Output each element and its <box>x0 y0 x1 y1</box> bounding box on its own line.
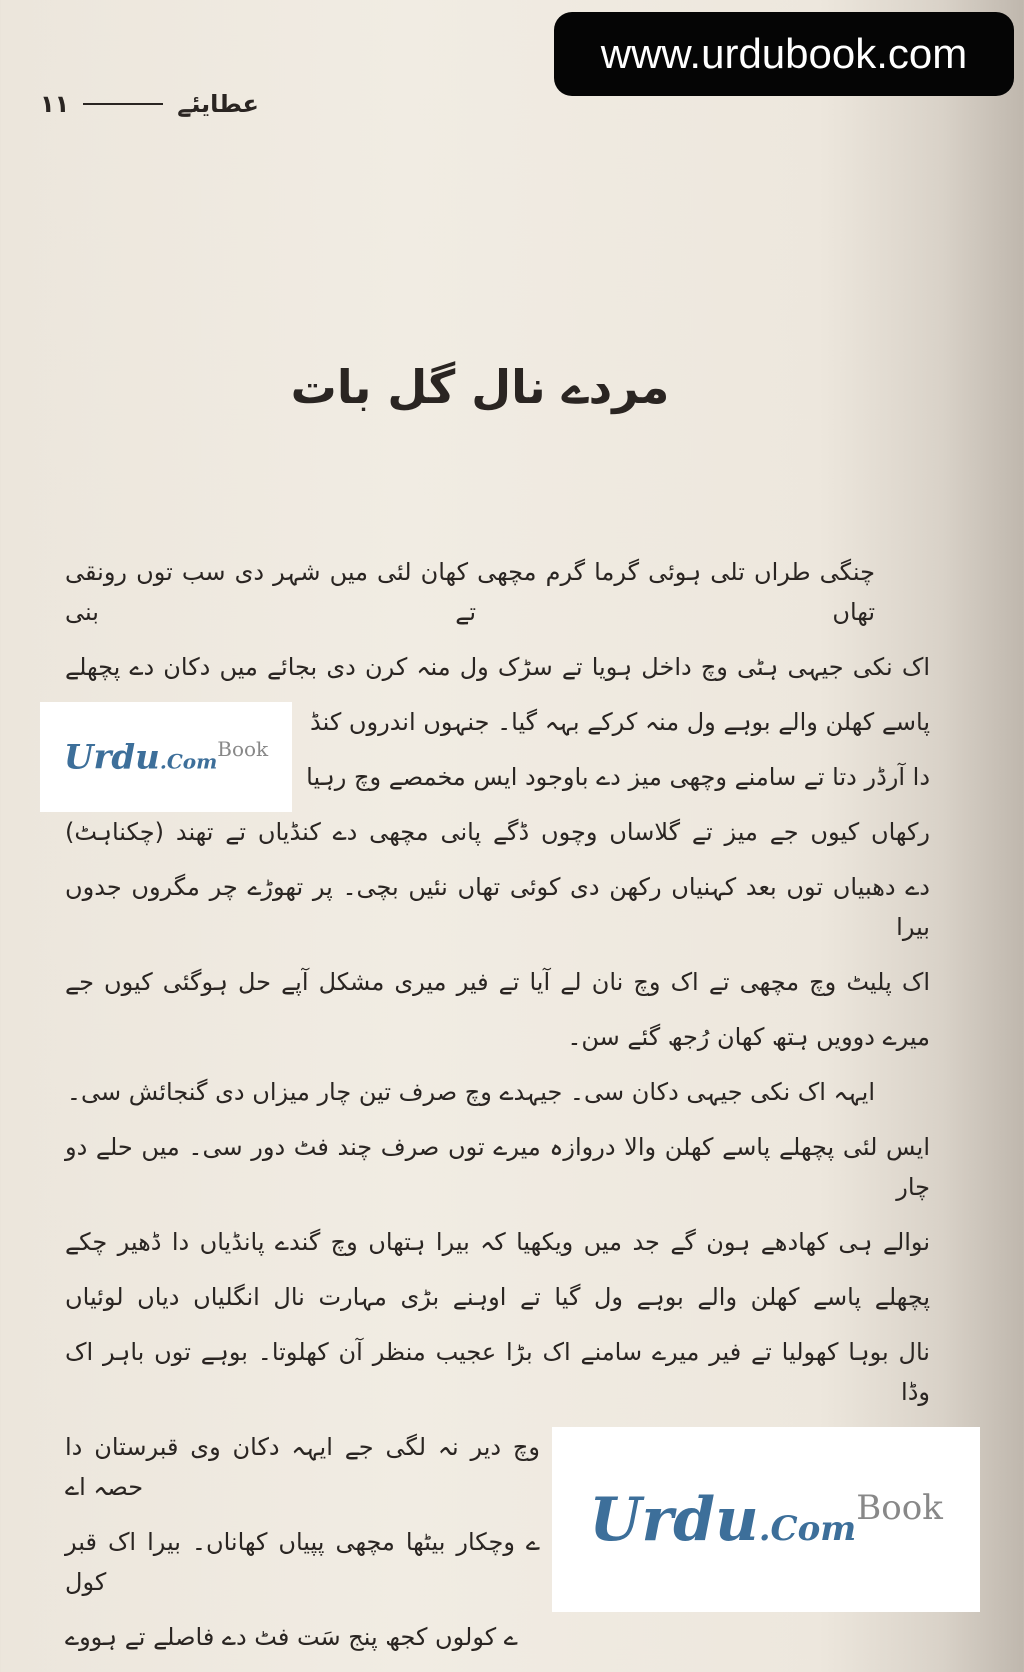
text-line: پچھلے پاسے کھلن والے بوہے ول گیا تے اوہنے بڑی مہارت نال انگلیاں دیاں لوئیاں <box>65 1283 930 1311</box>
text-line: اک نکی جیہی ہٹی وچ داخل ہویا تے سڑک ول منہ کرن دی بجائے میں دکان دے پچھلے <box>65 653 930 681</box>
text-line: نوالے ہی کھادھے ہون گے جد میں ویکھیا کہ بیرا ہتھاں وچ گندے پانڈیاں دا ڈھیر چکے <box>65 1228 930 1256</box>
page-number: ۱۱ <box>40 90 70 118</box>
page-header <box>40 90 300 118</box>
watermark-logo <box>552 1427 980 1612</box>
header-divider <box>83 103 163 105</box>
text-line: نال بوہا کھولیا تے فیر میرے سامنے اک بڑا عجیب منظر آن کھلوتا۔ بوہے توں باہر اک وڈا <box>65 1338 930 1406</box>
website-watermark: www.urdubook.com <box>554 12 1014 96</box>
text-line: پاسے کھلن والے بوہے ول منہ کرکے بہہ گیا۔ جنہوں اندروں کنڈ <box>310 708 930 736</box>
text-line: دا آرڈر دتا تے سامنے وچھی میز دے باوجود ایس مخمصے وچ رہیا <box>306 763 930 791</box>
watermark-logo <box>40 702 292 812</box>
text-line: وچ دیر نہ لگی جے ایہہ دکان وی قبرستان دا حصہ اے <box>65 1433 540 1501</box>
text-line: میرے دوویں ہتھ کھان رُجھ گئے سن۔ <box>567 1023 930 1051</box>
text-line: ایہہ اک نکی جیہی دکان سی۔ جیہدے وچ صرف تین چار میزاں دی گنجائش سی۔ <box>66 1078 875 1106</box>
body-text <box>63 552 943 1672</box>
text-line: ے وچکار بیٹھا مچھی پپیاں کھاناں۔ بیرا اک قبر کول <box>65 1528 540 1596</box>
logo-text: Urdu.Com$^{Book}$ <box>589 1484 943 1555</box>
section-name: عطایئے <box>177 90 259 118</box>
text-line: چنگی طراں تلی ہوئی گرما گرم مچھی کھان لئی میں شہر دی سب توں رونقی تھاں تے بنی <box>65 558 875 626</box>
text-line: ے کولوں کجھ پنج سَت فٹ دے فاصلے تے ہووے <box>65 1623 518 1651</box>
logo-text: Urdu.Com$^{Book}$ <box>63 736 269 778</box>
text-line: ایس لئی پچھلے پاسے کھلن والا دروازہ میرے توں صرف چند فٹ دور سی۔ میں حلے دو چار <box>65 1133 930 1201</box>
text-line: دے دھبیاں توں بعد کہنیاں رکھن دی کوئی تھاں نئیں بچی۔ پر تھوڑے چر مگروں جدوں بیرا <box>65 873 930 941</box>
text-line: اک پلیٹ وچ مچھی تے اک وچ نان لے آیا تے فیر میری مشکل آپے حل ہوگئی کیوں جے <box>65 968 930 996</box>
text-line: رکھاں کیوں جے میز تے گلاساں وچوں ڈگے پانی مچھی دے کنڈیاں تے تھند (چکناہٹ) <box>65 818 930 846</box>
chapter-title: مردے نال گل بات <box>290 360 670 414</box>
